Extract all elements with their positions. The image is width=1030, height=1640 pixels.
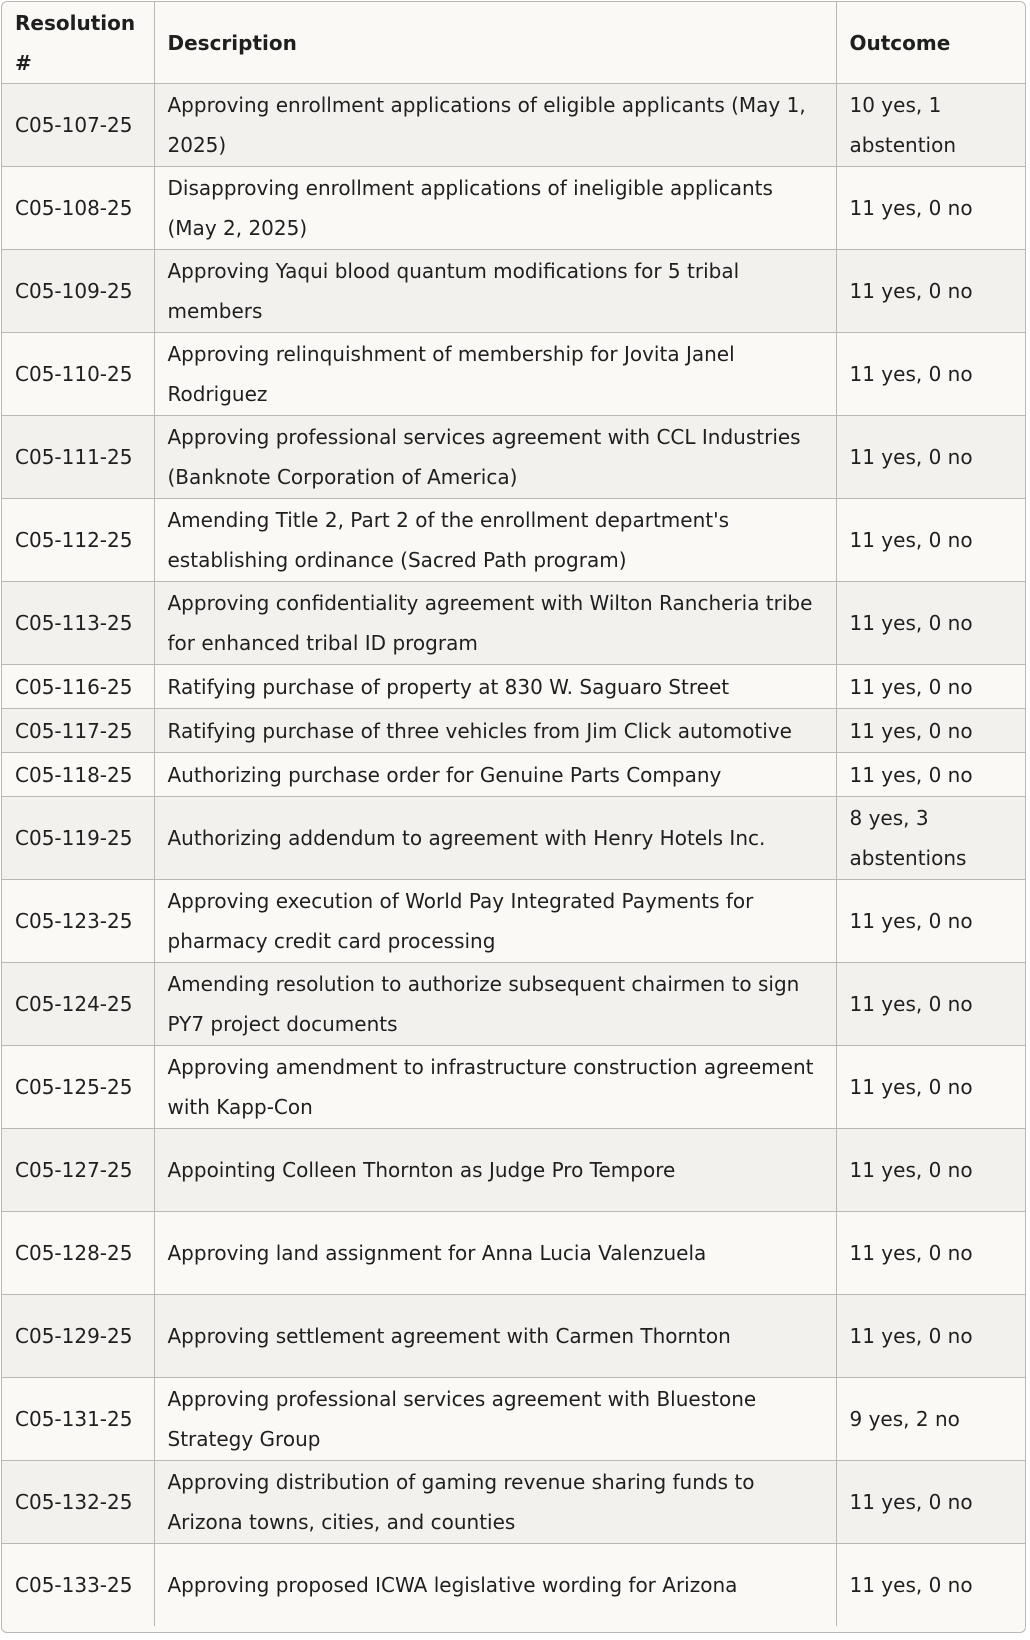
resolution-description: Approving Yaqui blood quantum modifications for 5 tribal members [154, 250, 836, 333]
resolution-outcome: 11 yes, 0 no [836, 1046, 1025, 1129]
table-row [2, 416, 1025, 499]
resolution-description: Approving professional services agreement with CCL Industries (Banknote Corporation of America) [154, 416, 836, 499]
table-row [2, 1378, 1025, 1461]
resolution-description: Approving proposed ICWA legislative wording for Arizona [154, 1544, 836, 1627]
resolution-outcome: 11 yes, 0 no [836, 333, 1025, 416]
resolution-outcome: 11 yes, 0 no [836, 1461, 1025, 1544]
resolution-outcome: 9 yes, 2 no [836, 1378, 1025, 1461]
resolution-description: Appointing Colleen Thornton as Judge Pro Tempore [154, 1129, 836, 1212]
resolution-description: Approving enrollment applications of eligible applicants (May 1, 2025) [154, 84, 836, 167]
resolution-number: C05-113-25 [2, 582, 154, 665]
table-row [2, 582, 1025, 665]
resolution-description: Amending Title 2, Part 2 of the enrollment department's establishing ordinance (Sacred Path program) [154, 499, 836, 582]
table-row [2, 753, 1025, 797]
resolution-description: Approving settlement agreement with Carmen Thornton [154, 1295, 836, 1378]
resolution-description: Approving amendment to infrastructure construction agreement with Kapp-Con [154, 1046, 836, 1129]
resolution-number: C05-124-25 [2, 963, 154, 1046]
resolution-number: C05-123-25 [2, 880, 154, 963]
table-row [2, 499, 1025, 582]
table-row [2, 1212, 1025, 1295]
resolution-number: C05-133-25 [2, 1544, 154, 1627]
resolution-outcome: 11 yes, 0 no [836, 416, 1025, 499]
resolution-number: C05-111-25 [2, 416, 154, 499]
resolution-outcome: 11 yes, 0 no [836, 1295, 1025, 1378]
resolution-number: C05-129-25 [2, 1295, 154, 1378]
resolution-description: Authorizing purchase order for Genuine Parts Company [154, 753, 836, 797]
resolution-number: C05-118-25 [2, 753, 154, 797]
resolution-outcome: 11 yes, 0 no [836, 250, 1025, 333]
resolution-number: C05-127-25 [2, 1129, 154, 1212]
resolution-number: C05-112-25 [2, 499, 154, 582]
resolution-outcome: 11 yes, 0 no [836, 753, 1025, 797]
resolution-description: Amending resolution to authorize subsequent chairmen to sign PY7 project documents [154, 963, 836, 1046]
table-row [2, 665, 1025, 709]
table-row [2, 84, 1025, 167]
table-row [2, 1129, 1025, 1212]
table-row [2, 1461, 1025, 1544]
resolution-description: Disapproving enrollment applications of ineligible applicants (May 2, 2025) [154, 167, 836, 250]
resolution-number: C05-116-25 [2, 665, 154, 709]
resolution-outcome: 11 yes, 0 no [836, 167, 1025, 250]
resolution-outcome: 11 yes, 0 no [836, 665, 1025, 709]
resolution-description: Ratifying purchase of property at 830 W. Saguaro Street [154, 665, 836, 709]
table-row [2, 797, 1025, 880]
table-row [2, 250, 1025, 333]
header-description: Description [154, 2, 836, 84]
resolutions-table [2, 2, 1025, 1626]
resolution-number: C05-119-25 [2, 797, 154, 880]
resolution-outcome: 11 yes, 0 no [836, 1544, 1025, 1627]
resolution-outcome: 11 yes, 0 no [836, 709, 1025, 753]
resolution-outcome: 11 yes, 0 no [836, 1212, 1025, 1295]
resolution-outcome: 11 yes, 0 no [836, 1129, 1025, 1212]
resolution-description: Approving confidentiality agreement with Wilton Rancheria tribe for enhanced tribal ID program [154, 582, 836, 665]
resolution-outcome: 11 yes, 0 no [836, 499, 1025, 582]
resolution-number: C05-110-25 [2, 333, 154, 416]
table-row [2, 709, 1025, 753]
resolution-number: C05-109-25 [2, 250, 154, 333]
resolution-number: C05-132-25 [2, 1461, 154, 1544]
resolution-description: Ratifying purchase of three vehicles from Jim Click automotive [154, 709, 836, 753]
table-row [2, 1046, 1025, 1129]
resolution-number: C05-131-25 [2, 1378, 154, 1461]
resolution-number: C05-117-25 [2, 709, 154, 753]
table-row [2, 1295, 1025, 1378]
resolution-description: Approving distribution of gaming revenue sharing funds to Arizona towns, cities, and counties [154, 1461, 836, 1544]
header-outcome: Outcome [836, 2, 1025, 84]
resolutions-table-container [1, 1, 1026, 1633]
table-row [2, 333, 1025, 416]
table-header-row [2, 2, 1025, 84]
resolution-description: Approving professional services agreement with Bluestone Strategy Group [154, 1378, 836, 1461]
table-row [2, 167, 1025, 250]
resolution-outcome: 11 yes, 0 no [836, 582, 1025, 665]
resolution-outcome: 8 yes, 3 abstentions [836, 797, 1025, 880]
table-row [2, 1544, 1025, 1627]
resolution-description: Approving execution of World Pay Integrated Payments for pharmacy credit card processing [154, 880, 836, 963]
resolution-description: Approving land assignment for Anna Lucia Valenzuela [154, 1212, 836, 1295]
resolution-outcome: 11 yes, 0 no [836, 880, 1025, 963]
resolution-number: C05-108-25 [2, 167, 154, 250]
resolution-outcome: 11 yes, 0 no [836, 963, 1025, 1046]
resolution-number: C05-107-25 [2, 84, 154, 167]
table-row [2, 880, 1025, 963]
table-row [2, 963, 1025, 1046]
resolution-number: C05-125-25 [2, 1046, 154, 1129]
resolution-outcome: 10 yes, 1 abstention [836, 84, 1025, 167]
header-resolution: Resolution # [2, 2, 154, 84]
resolution-description: Approving relinquishment of membership for Jovita Janel Rodriguez [154, 333, 836, 416]
resolution-description: Authorizing addendum to agreement with Henry Hotels Inc. [154, 797, 836, 880]
resolution-number: C05-128-25 [2, 1212, 154, 1295]
